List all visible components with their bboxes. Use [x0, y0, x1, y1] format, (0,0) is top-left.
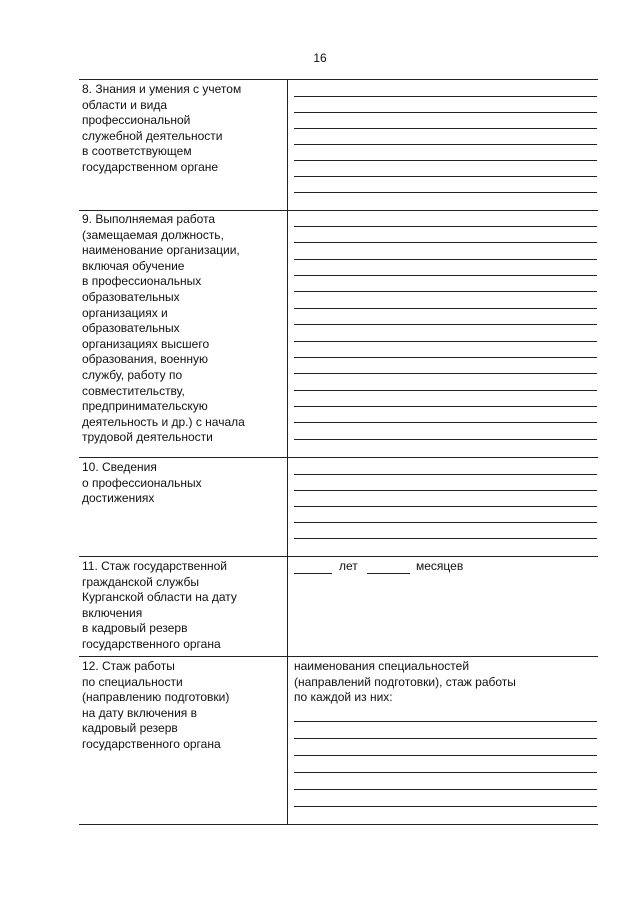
months-input-line[interactable]: [367, 573, 410, 574]
answer-line[interactable]: [294, 160, 597, 161]
row-border-11-12: [79, 656, 598, 657]
months-label: месяцев: [416, 559, 464, 573]
column-divider: [287, 79, 288, 825]
row-border-8-9: [79, 210, 598, 211]
answer-line[interactable]: [294, 96, 597, 97]
row-border-10-11: [79, 556, 598, 557]
row-border-top: [79, 79, 598, 80]
row-label-9: 9. Выполняемая работа (замещаемая должность, наименование организации, включая обучение в профессиональных образовательных организациях и образовательных организациях высшего образования, военную службу, работу по совместительству, предпринимательскую деятельность и др.) с начала трудовой деятельности: [82, 212, 245, 445]
row-label-8: 8. Знания и умения с учетом области и вида профессиональной служебной деятельности в соответствующем государственном органе: [82, 82, 242, 174]
answer-line[interactable]: [294, 128, 597, 129]
answer-line[interactable]: [294, 192, 597, 193]
answer-line[interactable]: [294, 390, 597, 391]
answer-line[interactable]: [294, 275, 597, 276]
years-input-line[interactable]: [294, 573, 332, 574]
answer-line[interactable]: [294, 373, 597, 374]
answer-line[interactable]: [294, 112, 597, 113]
answer-line[interactable]: [294, 291, 597, 292]
answer-line[interactable]: [294, 772, 597, 773]
row-border-9-10: [79, 457, 598, 458]
row-label-10: 10. Сведения о профессиональных достижениях: [82, 460, 202, 506]
row-border-bottom: [79, 824, 598, 825]
page-number: 16: [313, 51, 327, 65]
answer-line[interactable]: [294, 490, 597, 491]
answer-line[interactable]: [294, 144, 597, 145]
answer-line[interactable]: [294, 806, 597, 807]
answer-line[interactable]: [294, 422, 597, 423]
answer-line[interactable]: [294, 341, 597, 342]
answer-line[interactable]: [294, 538, 597, 539]
answer-line[interactable]: [294, 439, 597, 440]
row-label-12: 12. Стаж работы по специальности (направлению подготовки) на дату включения в кадровый резерв государственного органа: [82, 659, 230, 751]
specialty-hint: наименования специальностей (направлений подготовки), стаж работы по каждой из них:: [294, 659, 516, 705]
answer-line[interactable]: [294, 176, 597, 177]
answer-line[interactable]: [294, 324, 597, 325]
answer-line[interactable]: [294, 242, 597, 243]
answer-line[interactable]: [294, 522, 597, 523]
answer-line[interactable]: [294, 357, 597, 358]
answer-line[interactable]: [294, 506, 597, 507]
answer-line[interactable]: [294, 474, 597, 475]
years-label: лет: [339, 559, 358, 573]
answer-line[interactable]: [294, 738, 597, 739]
answer-line[interactable]: [294, 308, 597, 309]
answer-line[interactable]: [294, 226, 597, 227]
answer-line[interactable]: [294, 406, 597, 407]
answer-line[interactable]: [294, 789, 597, 790]
answer-line[interactable]: [294, 259, 597, 260]
row-label-11: 11. Стаж государственной гражданской службы Курганской области на дату включения в кадровый резерв государственного органа: [82, 559, 237, 651]
answer-line[interactable]: [294, 721, 597, 722]
answer-line[interactable]: [294, 755, 597, 756]
